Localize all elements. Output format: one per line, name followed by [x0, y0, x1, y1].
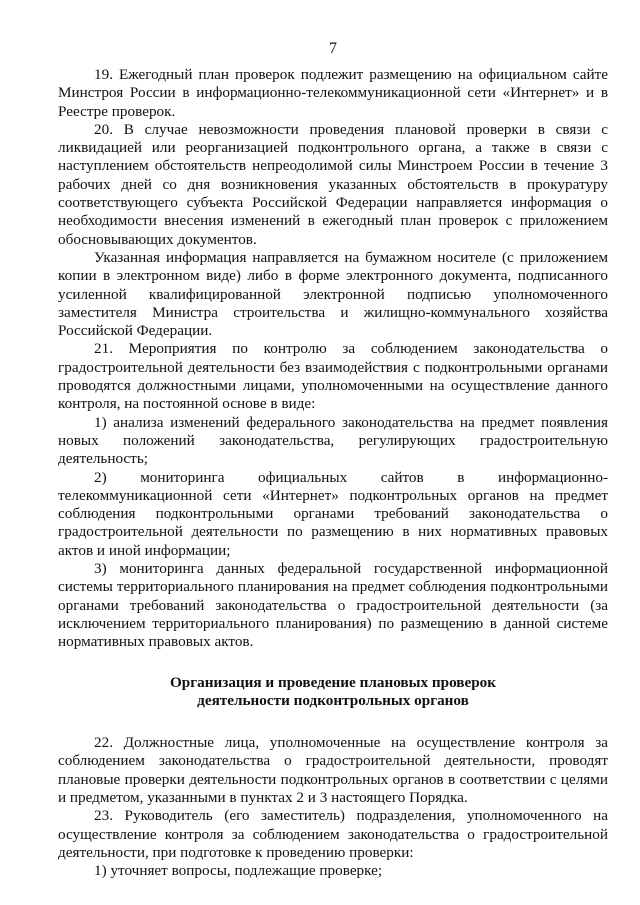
paragraph-20: 20. В случае невозможности проведения плановой проверки в связи с ликвидацией или реорганизацией подконтрольного органа, а также в связи с наступлением обстоятельств непреодолимой силы Минстроем России в течение 3 рабочих дней со дня возникновения указанных обстоятельств в прокуратуру соответствующего субъекта Российской Федерации направляется информация о необходимости внесения изменений в ежегодный план проверок с приложением обосновывающих документов. [58, 120, 608, 248]
paragraph-21-item-1: 1) анализа изменений федерального законодательства на предмет появления новых положений законодательства, регулирующих градостроительную деятельность; [58, 413, 608, 468]
paragraph-21-item-3: 3) мониторинга данных федеральной государственной информационной системы территориального планирования на предмет соблюдения подконтрольными органами требований законодательства о градостроительной деятельности (за исключением территориального планирования) по размещению в данной системе нормативных правовых актов. [58, 560, 608, 651]
page-number: 7 [329, 40, 337, 57]
paragraph-23: 23. Руководитель (его заместитель) подразделения, уполномоченного на осуществление контроля за соблюдением законодательства о градостроительной деятельности, при подготовке к проведению проверки: [58, 807, 608, 861]
body-text-bottom [58, 734, 608, 880]
paragraph-19: 19. Ежегодный план проверок подлежит размещению на официальном сайте Минстроя России в информационно-телекоммуникационной сети «Интернет» и в Реестре проверок. [58, 66, 608, 120]
paragraph-21-item-2: 2) мониторинга официальных сайтов в информационно-телекоммуникационной сети «Интернет» подконтрольных органов на предмет соблюдения подконтрольными органами требований законодательства о градостроительной деятельности по размещению в них нормативных правовых актов и иной информации; [58, 468, 608, 559]
section-heading-line-2: деятельности подконтрольных органов [197, 691, 469, 709]
section-heading [58, 674, 608, 711]
paragraph-22: 22. Должностные лица, уполномоченные на осуществление контроля за соблюдением законодательства о градостроительной деятельности, проводят плановые проверки деятельности подконтрольных органов в соответствии с целями и предметом, указанными в пунктах 2 и 3 настоящего Порядка. [58, 734, 608, 806]
paragraph-21: 21. Мероприятия по контролю за соблюдением законодательства о градостроительной деятельности без взаимодействия с подконтрольными органами проводятся должностными лицами, уполномоченными на осуществление данного контроля, на постоянной основе в виде: [58, 340, 608, 413]
body-text-top [58, 66, 608, 652]
section-heading-line-1: Организация и проведение плановых проверок [169, 673, 497, 691]
paragraph-23-item-1: 1) уточняет вопросы, подлежащие проверке; [94, 862, 383, 880]
paragraph-20-info: Указанная информация направляется на бумажном носителе (с приложением копии в электронном виде) либо в форме электронного документа, подписанного усиленной квалифицированной электронной подписью уполномоченного заместителя Министра строительства и жилищно-коммунального хозяйства Российской Федерации. [58, 248, 608, 340]
